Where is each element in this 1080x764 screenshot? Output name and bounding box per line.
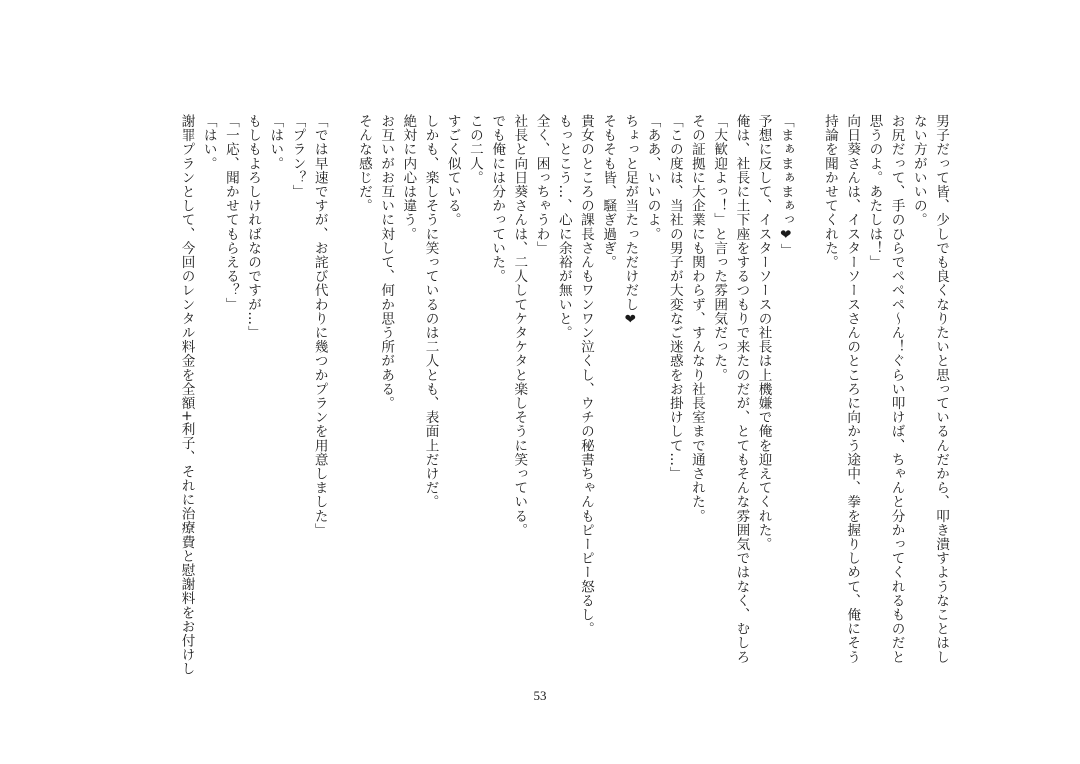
- text-line: 向日葵さんは、イスターソースさんのところに向かう途中、拳を握りしめて、俺にそう: [844, 114, 861, 664]
- text-line: 「一応、聞かせてもらえる？」: [222, 114, 239, 312]
- text-line: ちょっと足が当たっただけだし❤: [622, 114, 639, 328]
- text-line: 「大歓迎よっ！」と言った雰囲気だった。: [711, 114, 728, 382]
- text-line: 「はい。: [200, 114, 217, 171]
- text-line: 「まぁまぁまぁっ❤」: [777, 114, 794, 258]
- text-line: もしもよろしければなのですが…」: [245, 114, 262, 340]
- text-line: もっとこう…、心に余裕が無いと。: [555, 114, 572, 340]
- text-line: 「この度は、当社の男子が大変なご迷惑をお掛けして…」: [666, 114, 683, 481]
- text-line: ない方がいいの。: [910, 114, 927, 227]
- text-line: 「はい。: [267, 114, 284, 171]
- text-line: 予想に反して、イスターソースの社長は上機嫌で俺を迎えてくれた。: [755, 114, 772, 552]
- text-line: 謝罪プランとして、今回のレンタル料金を全額+利子、それに治療費と慰謝料をお付けし: [178, 114, 195, 676]
- text-line: 思うのよ。あたしは！」: [866, 114, 883, 270]
- text-line: 男子だって皆、少しでも良くなりたいと思っているんだから、叩き潰すようなことはし: [933, 114, 949, 664]
- text-line: そもそも皆、騒ぎ過ぎ。: [600, 114, 617, 270]
- text-line: 持論を聞かせてくれた。: [821, 114, 838, 270]
- text-line: 社長と向日葵さんは、二人してケタケタと楽しそうに笑っている。: [511, 114, 528, 537]
- text-line: お尻だって、手のひらでペペペ～ん！ぐらい叩けば、ちゃんと分かってくれるものだと: [888, 114, 905, 664]
- text-line: でも俺には分かっていた。: [489, 114, 506, 284]
- text-line: この二人。: [466, 114, 483, 185]
- text-line: その証拠に大企業にも関わらず、すんなり社長室まで通された。: [688, 114, 705, 523]
- text-line: 「ああ、いいのよ。: [644, 114, 661, 241]
- page-number: 53: [533, 688, 547, 703]
- text-line: 全く、困っちゃうわ」: [533, 114, 550, 255]
- text-line: 「では早速ですが、お詫び代わりに幾つかプランを用意しました」: [311, 114, 328, 537]
- text-line: 俺は、社長に土下座をするつもりで来たのだが、とてもそんな雰囲気ではなく、むしろ: [733, 114, 750, 664]
- blank-line: [331, 114, 353, 674]
- text-line: 絶対に内心は違う。: [400, 114, 417, 241]
- text-line: そんな感じだ。: [355, 114, 372, 213]
- text-line: 貴女のところの課長さんもワンワン泣くし、ウチの秘書ちゃんもピーピー怒るし。: [577, 114, 594, 636]
- blank-line: [797, 114, 819, 674]
- text-line: お互いがお互いに対して、何か思う所がある。: [378, 114, 395, 411]
- vertical-text-body: [175, 114, 952, 674]
- text-line: 「プラン？」: [289, 114, 306, 199]
- text-line: しかも、楽しそうに笑っているのは二人とも、表面上だけだ。: [422, 114, 439, 509]
- text-line: すごく似ている。: [444, 114, 461, 227]
